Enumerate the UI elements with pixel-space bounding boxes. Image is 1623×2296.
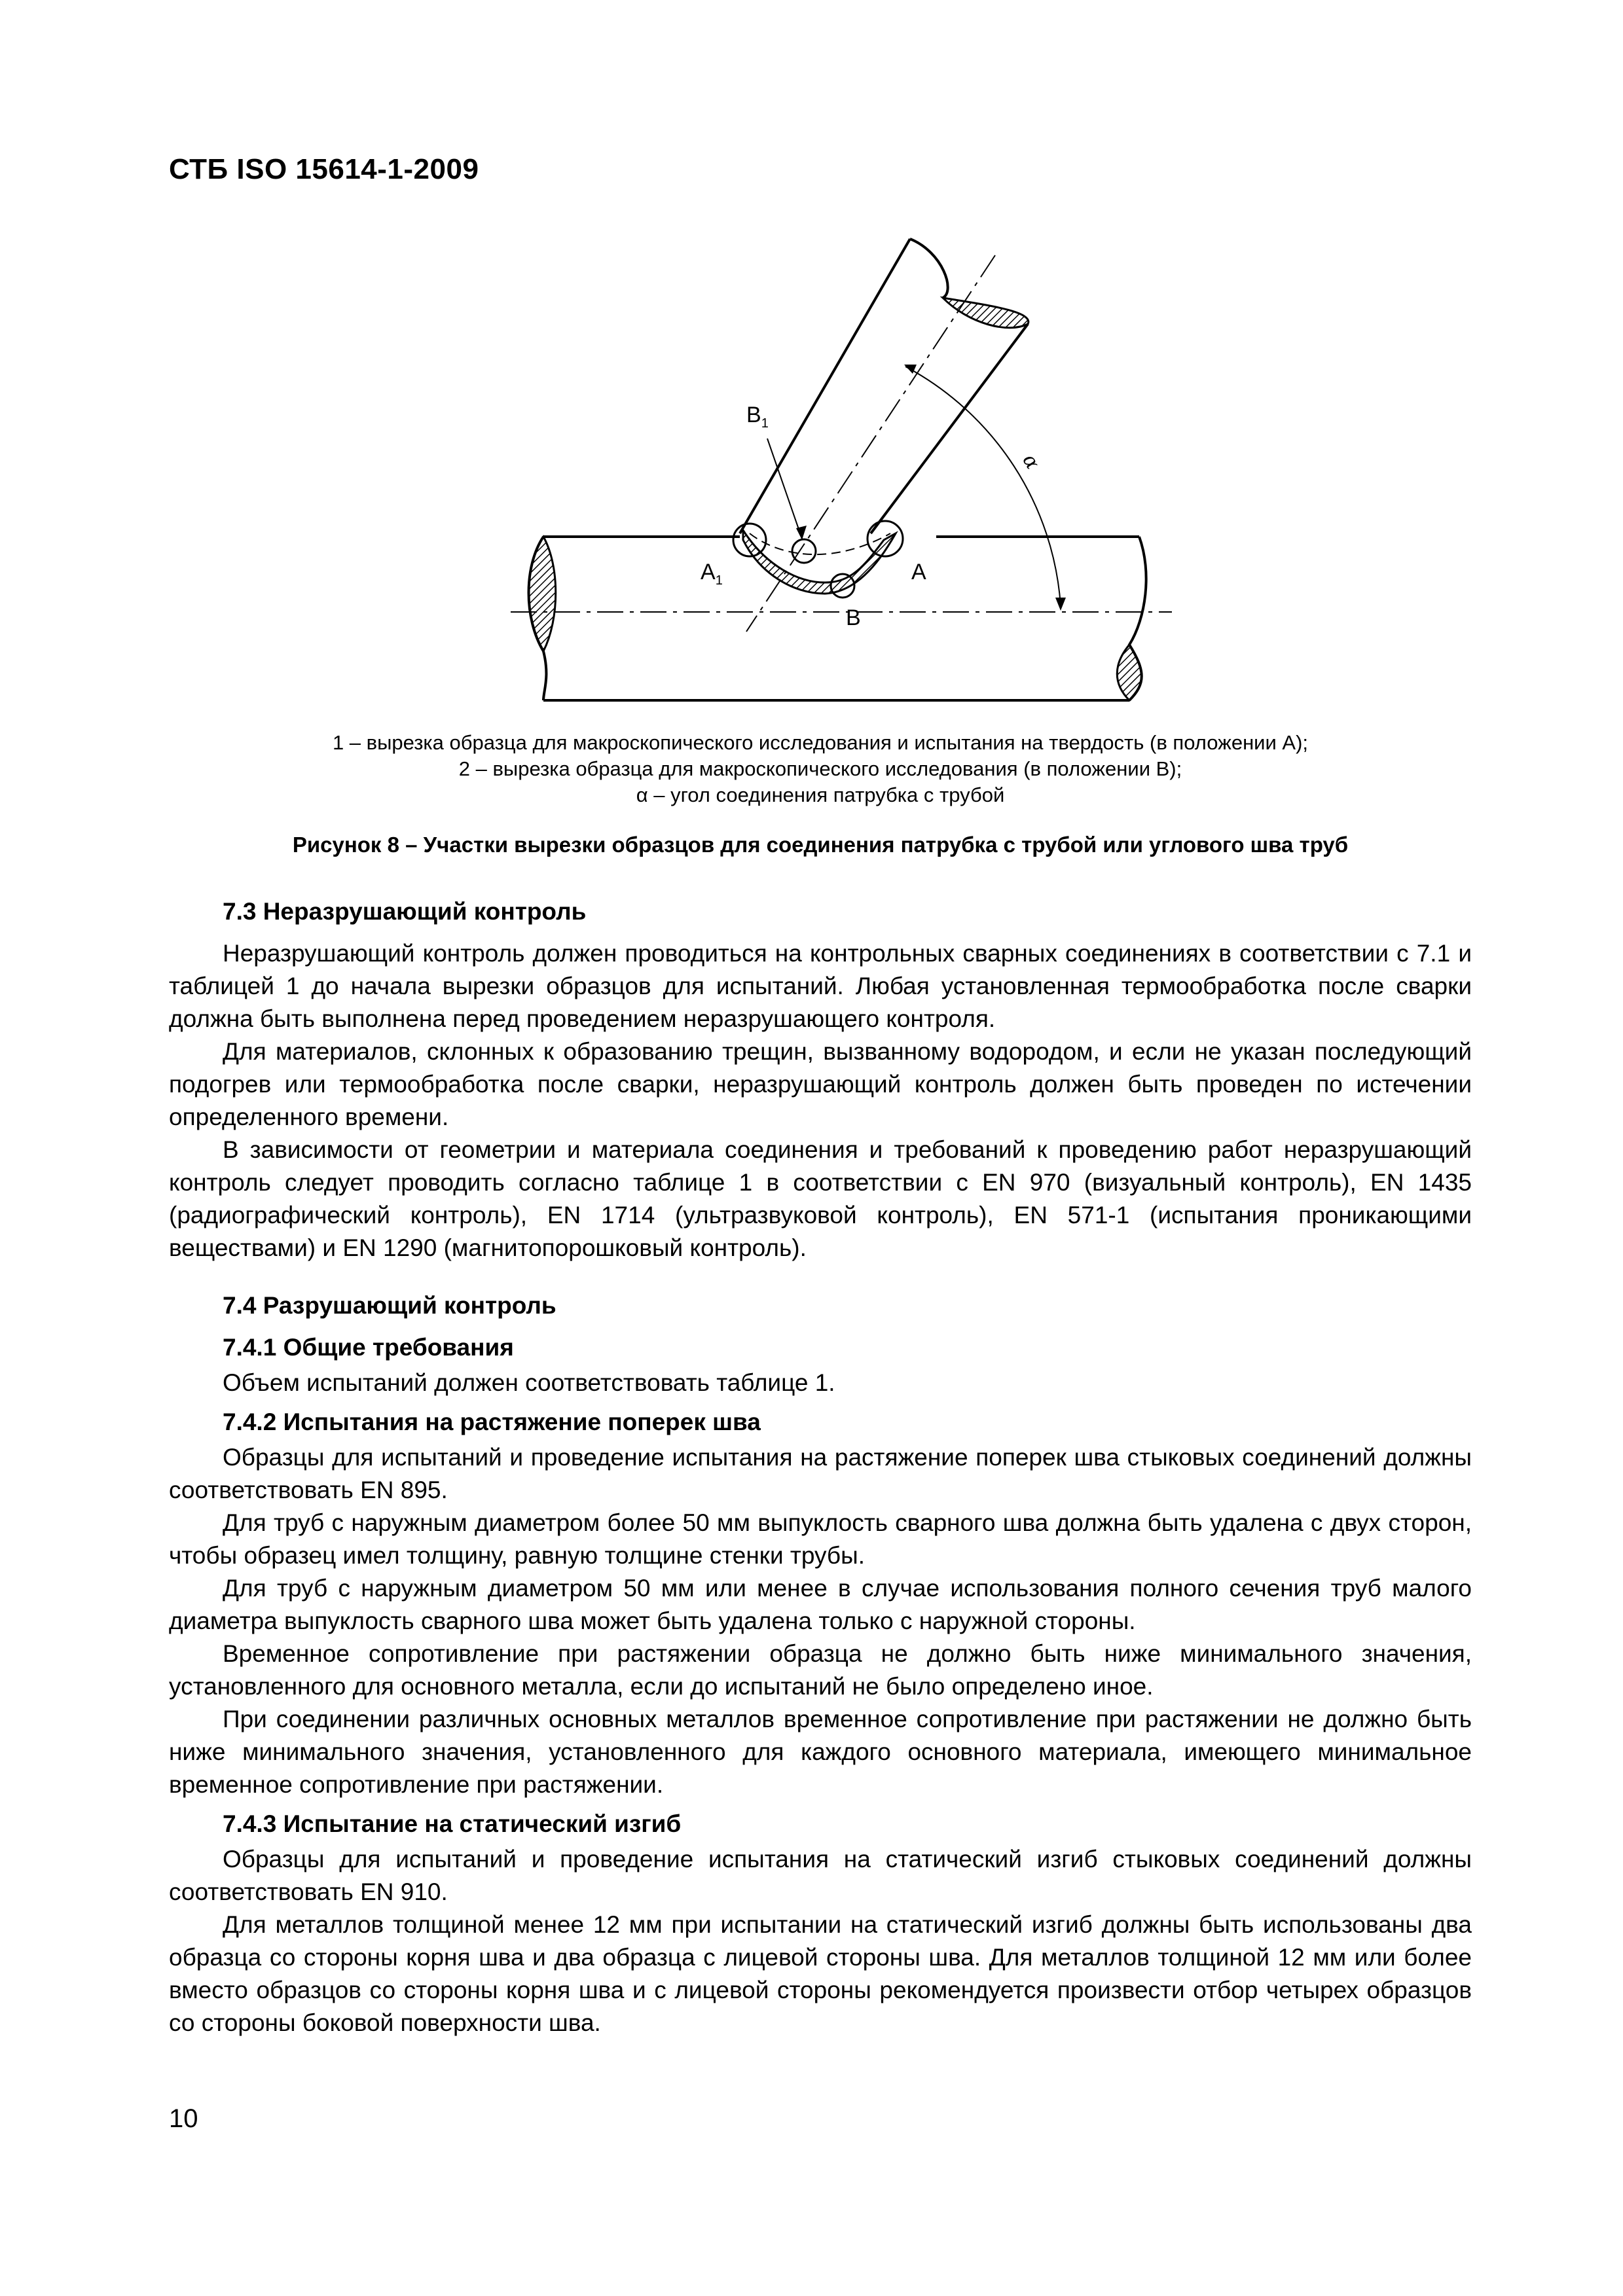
figure-caption: Рисунок 8 – Участки вырезки образцов для соединения патрубка с трубой или углового шва труб [292,833,1349,857]
section-7-3-paragraph-3: В зависимости от геометрии и материала соединения и требований к проведению работ неразрушающий контроль следует проводить согласно таблице 1 в соответствии с EN 970 (визуальный контроль), EN 1435 (радиографический контроль), EN 1714 (ультразвуковой контроль), EN 571-1 (испытания проникающими веществами) и EN 1290 (магнитопорошковый контроль). [169,1136,1472,1261]
section-7-4-heading: 7.4 Разрушающий контроль [223,1292,556,1319]
section-7-4-2-heading: 7.4.2 Испытания на растяжение поперек шва [223,1408,761,1435]
alpha-arrow-bottom [1055,598,1066,611]
label-alpha: α [1017,450,1044,473]
alpha-angle-arc [905,367,1061,605]
section-7-3-paragraph-2: Для материалов, склонных к образованию трещин, вызванному водородом, и если не указан последующий подогрев или термообработка после сварки, неразрушающий контроль должен быть проведен по истечении определенного времени. [169,1038,1472,1130]
section-7-4-2-paragraph-1: Образцы для испытаний и проведение испытания на растяжение поперек шва стыковых соединений должны соответствовать EN 895. [169,1444,1472,1503]
section-7-4-3-paragraph-1: Образцы для испытаний и проведение испытания на статический изгиб стыковых соединений должны соответствовать EN 910. [169,1846,1472,1905]
section-7-4-2-paragraph-5: При соединении различных основных металлов временное сопротивление при растяжении не должно быть ниже минимального значения, установленного для каждого основного материала, имеющего минимальное временное сопротивление при растяжении. [169,1706,1472,1798]
section-7-3-paragraph-1: Неразрушающий контроль должен проводиться на контрольных сварных соединениях в соответствии с 7.1 и таблицей 1 до начала вырезки образцов для испытаний. Любая установленная термообработка после сварки должна быть выполнена перед проведением неразрушающего контроля. [169,940,1472,1032]
section-7-4-2-paragraph-4: Временное сопротивление при растяжении образца не должно быть ниже минимального значения, установленного для основного металла, если до испытаний не было определено иное. [169,1640,1472,1700]
position-b1-circle [792,539,816,563]
label-b: B [846,605,861,630]
branch-pipe-end-section [943,298,1029,328]
label-a1: $A_1$ [701,560,723,588]
legend-line-2: 2 – вырезка образца для макроскопического исследования (в положении В); [458,757,1182,780]
label-a: A [911,560,926,584]
branch-pipe [740,239,1028,533]
section-7-4-1-heading: 7.4.1 Общие требования [223,1334,514,1361]
figure-pipe-branch-diagram [484,226,1178,710]
section-7-4-2-paragraph-2: Для труб с наружным диаметром более 50 мм выпуклость сварного шва должна быть удалена с двух сторон, чтобы образец имел толщину, равную толщине стенки трубы. [169,1509,1472,1569]
document-header: СТБ ISO 15614-1-2009 [169,153,479,185]
section-7-4-2-paragraph-3: Для труб с наружным диаметром 50 мм или менее в случае использования полного сечения труб малого диаметра выпуклость сварного шва может быть удалена только с наружной стороны. [169,1575,1472,1634]
page-number: 10 [169,2104,198,2133]
figure-legend [169,730,1472,808]
legend-line-3: α – угол соединения патрубка с трубой [636,783,1005,806]
main-pipe-right-end-section [1117,645,1142,700]
section-7-4-1-paragraph-1: Объем испытаний должен соответствовать таблице 1. [223,1369,835,1396]
document-body [169,895,1472,2039]
legend-line-1: 1 – вырезка образца для макроскопического исследования и испытания на твердость (в положении А); [332,731,1309,754]
pipe-branch-drawing [484,226,1178,710]
section-7-4-3-paragraph-2: Для металлов толщиной менее 12 мм при испытании на статический изгиб должны быть использованы два образца со стороны корня шва и два образца с лицевой стороны шва. Для металлов толщиной 12 мм или более вместо образцов со стороны корня шва и с лицевой стороны рекомендуется произвести отбор четырех образцов со стороны боковой поверхности шва. [169,1911,1472,2036]
section-7-3-heading: 7.3 Неразрушающий контроль [223,898,587,925]
section-7-4-3-heading: 7.4.3 Испытание на статический изгиб [223,1810,682,1837]
label-b1: $B_1$ [746,403,769,431]
main-pipe-left-end-section [529,537,556,651]
